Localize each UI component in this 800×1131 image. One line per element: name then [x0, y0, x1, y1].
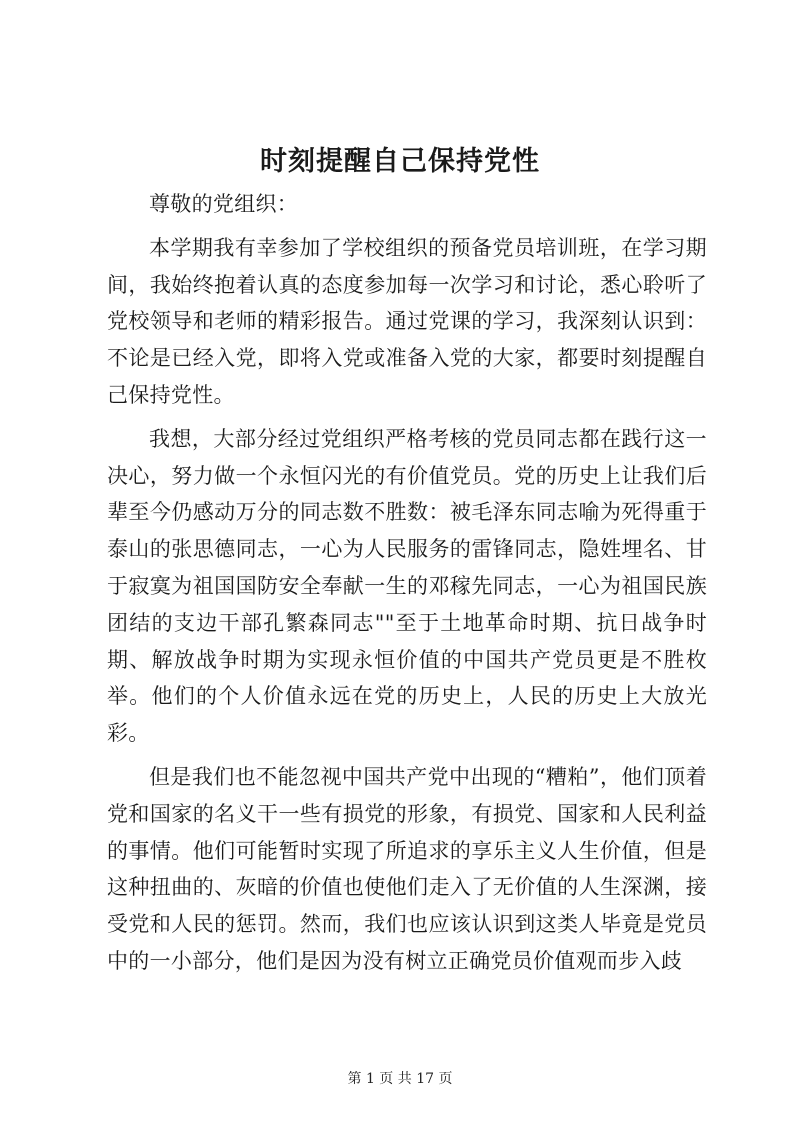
paragraph-3: 但是我们也不能忽视中国共产党中出现的“糟粕”，他们顶着党和国家的名义干一些有损党的形象，有损党、国家和人民利益的事情。他们可能暂时实现了所追求的享乐主义人生价值，但是这种扭曲的、灰暗的价值也使他们走入了无价值的人生深渊，接受党和人民的惩罚。然而，我们也应该认识到这类人毕竟是党员中的一小部分，他们是因为没有树立正确党员价值观而步入歧 [107, 764, 707, 973]
paragraph-2: 我想，大部分经过党组织严格考核的党员同志都在践行这一决心，努力做一个永恒闪光的有价值党员。党的历史上让我们后辈至今仍感动万分的同志数不胜数：被毛泽东同志喻为死得重于泰山的张思德同志，一心为人民服务的雷锋同志，隐姓埋名、甘于寂寞为祖国国防安全奉献一生的邓稼先同志，一心为祖国民族团结的支边干部孔繁森同志""至于土地革命时期、抗日战争时期、解放战争时期为实现永恒价值的中国共产党员更是不胜枚举。他们的个人价值永远在党的历史上，人民的历史上大放光彩。 [107, 426, 707, 746]
document-body [107, 186, 707, 980]
paragraph-1: 本学期我有幸参加了学校组织的预备党员培训班，在学习期间，我始终抱着认真的态度参加每一次学习和讨论，悉心聆听了党校领导和老师的精彩报告。通过党课的学习，我深刻认识到：不论是已经入党，即将入党或准备入党的大家，都要时刻提醒自己保持党性。 [107, 235, 707, 407]
salutation: 尊敬的党组织： [149, 192, 299, 216]
document-title: 时刻提醒自己保持党性 [260, 146, 540, 177]
page-footer: 第 1 页 共 17 页 [347, 1071, 453, 1087]
